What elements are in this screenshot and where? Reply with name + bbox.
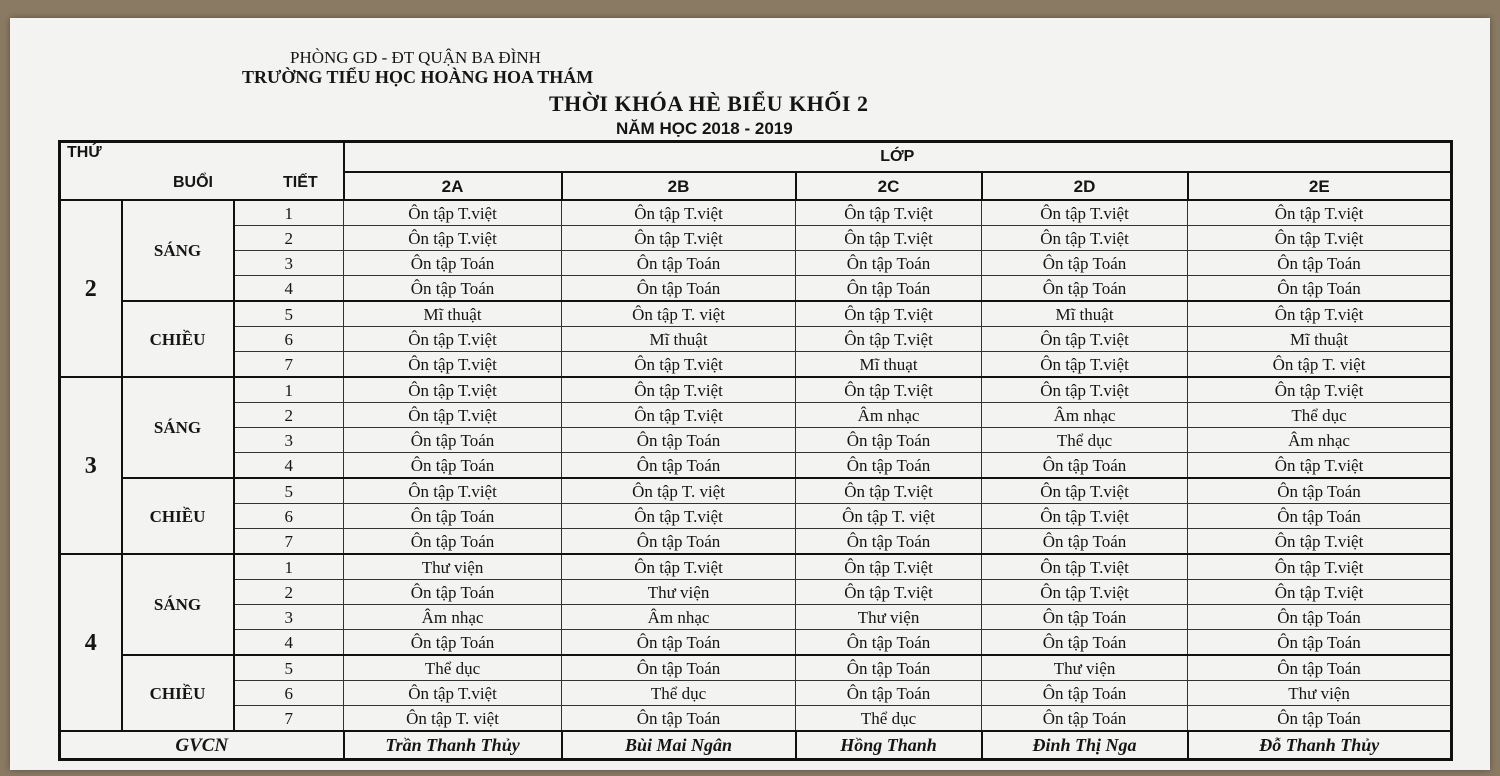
subject-cell: Thể dục [562,681,796,706]
subject-cell: Ôn tập T.việt [796,327,982,352]
subject-cell: Ôn tập T.việt [982,554,1188,580]
period-cell: 1 [234,554,344,580]
subject-cell: Mĩ thuật [562,327,796,352]
school-year: NĂM HỌC 2018 - 2019 [616,119,793,138]
class-header: 2C [796,172,982,200]
subject-cell: Ôn tập Toán [982,276,1188,302]
department-name: PHÒNG GD - ĐT QUẬN BA ĐÌNH [290,48,541,67]
subject-cell: Ôn tập T.việt [796,200,982,226]
subject-cell: Thể dục [796,706,982,732]
subject-cell: Ôn tập Toán [982,529,1188,555]
subject-cell: Ôn tập Toán [1188,251,1452,276]
subject-cell: Ôn tập T.việt [796,554,982,580]
subject-cell: Ôn tập T. việt [1188,352,1452,378]
subject-cell: Ôn tập Toán [344,529,562,555]
subject-cell: Ôn tập Toán [344,453,562,479]
subject-cell: Ôn tập Toán [562,630,796,656]
session-cell: SÁNG [122,200,234,301]
table-row [60,605,1452,630]
subject-cell: Ôn tập Toán [982,681,1188,706]
subject-cell: Ôn tập Toán [344,630,562,656]
subject-cell: Ôn tập Toán [1188,655,1452,681]
table-row [60,428,1452,453]
subject-cell: Ôn tập T.việt [1188,301,1452,327]
subject-cell: Ôn tập Toán [344,276,562,302]
homeroom-teacher-name: Đinh Thị Nga [982,731,1188,760]
subject-cell: Ôn tập Toán [344,428,562,453]
subject-cell: Ôn tập T.việt [562,200,796,226]
subject-cell: Ôn tập T.việt [344,377,562,403]
subject-cell: Ôn tập T.việt [562,226,796,251]
subject-cell: Thư viện [562,580,796,605]
table-row [60,554,1452,580]
table-row [60,453,1452,479]
table-row [60,251,1452,276]
period-cell: 3 [234,428,344,453]
session-cell: CHIỀU [122,478,234,554]
subject-cell: Âm nhạc [344,605,562,630]
homeroom-teacher-name: Hồng Thanh [796,731,982,760]
subject-cell: Ôn tập Toán [1188,276,1452,302]
session-cell: SÁNG [122,554,234,655]
subject-cell: Ôn tập Toán [1188,630,1452,656]
table-row [60,377,1452,403]
period-cell: 6 [234,327,344,352]
period-cell: 6 [234,504,344,529]
period-cell: 5 [234,655,344,681]
subject-cell: Thể dục [344,655,562,681]
subject-cell: Ôn tập Toán [1188,478,1452,504]
class-header: 2D [982,172,1188,200]
subject-cell: Âm nhạc [982,403,1188,428]
period-cell: 1 [234,200,344,226]
table-row [60,630,1452,656]
subject-cell: Ôn tập T.việt [562,504,796,529]
subject-cell: Ôn tập T.việt [562,403,796,428]
subject-cell: Ôn tập Toán [982,706,1188,732]
subject-cell: Âm nhạc [1188,428,1452,453]
corner-cell [60,142,344,201]
table-row [60,681,1452,706]
period-cell: 4 [234,453,344,479]
subject-cell: Thư viện [982,655,1188,681]
subject-cell: Ôn tập Toán [344,504,562,529]
period-cell: 2 [234,580,344,605]
day-cell: 3 [60,377,122,554]
table-row [60,352,1452,378]
table-row [60,226,1452,251]
subject-cell: Ôn tập T.việt [982,377,1188,403]
subject-cell: Ôn tập Toán [982,453,1188,479]
subject-cell: Thư viện [1188,681,1452,706]
homeroom-teacher-row [60,731,1452,760]
printed-sheet [10,18,1490,770]
subject-cell: Ôn tập T. việt [796,504,982,529]
subject-cell: Mĩ thuật [1188,327,1452,352]
subject-cell: Ôn tập T.việt [344,352,562,378]
homeroom-teacher-name: Trần Thanh Thủy [344,731,562,760]
homeroom-teacher-name: Bùi Mai Ngân [562,731,796,760]
table-row [60,655,1452,681]
period-column-label: TIẾT [283,174,318,191]
subject-cell: Ôn tập T.việt [344,327,562,352]
subject-cell: Thư viện [796,605,982,630]
subject-cell: Ôn tập Toán [344,580,562,605]
subject-cell: Ôn tập T.việt [982,504,1188,529]
subject-cell: Ôn tập T.việt [982,580,1188,605]
day-cell: 4 [60,554,122,731]
class-header: 2E [1188,172,1452,200]
timetable [58,140,1453,761]
subject-cell: Ôn tập Toán [562,428,796,453]
period-cell: 7 [234,352,344,378]
subject-cell: Ôn tập T.việt [796,377,982,403]
subject-cell: Ôn tập Toán [562,529,796,555]
period-cell: 3 [234,251,344,276]
subject-cell: Ôn tập T. việt [344,706,562,732]
subject-cell: Ôn tập T. việt [562,301,796,327]
subject-cell: Ôn tập Toán [796,453,982,479]
subject-cell: Ôn tập Toán [1188,605,1452,630]
subject-cell: Ôn tập Toán [796,251,982,276]
period-cell: 4 [234,630,344,656]
period-cell: 4 [234,276,344,302]
table-row [60,580,1452,605]
subject-cell: Ôn tập Toán [796,681,982,706]
page-title: THỜI KHÓA HÈ BIỂU KHỐI 2 [549,91,869,116]
subject-cell: Ôn tập T.việt [1188,580,1452,605]
table-row [60,706,1452,732]
subject-cell: Ôn tập T.việt [1188,453,1452,479]
subject-cell: Ôn tập Toán [796,655,982,681]
subject-cell: Ôn tập T.việt [1188,377,1452,403]
table-row [60,327,1452,352]
subject-cell: Mĩ thuật [982,301,1188,327]
period-cell: 2 [234,403,344,428]
subject-cell: Ôn tập T.việt [1188,554,1452,580]
subject-cell: Mĩ thuật [344,301,562,327]
subject-cell: Ôn tập T.việt [982,200,1188,226]
subject-cell: Ôn tập T.việt [982,327,1188,352]
subject-cell: Ôn tập T.việt [344,478,562,504]
session-cell: SÁNG [122,377,234,478]
period-cell: 3 [234,605,344,630]
subject-cell: Mĩ thuạt [796,352,982,378]
subject-cell: Ôn tập T.việt [1188,226,1452,251]
period-cell: 7 [234,706,344,732]
subject-cell: Ôn tập Toán [1188,706,1452,732]
day-cell: 2 [60,200,122,377]
subject-cell: Thể dục [1188,403,1452,428]
subject-cell: Ôn tập T.việt [562,352,796,378]
subject-cell: Ôn tập T.việt [1188,529,1452,555]
period-cell: 5 [234,478,344,504]
subject-cell: Âm nhạc [562,605,796,630]
subject-cell: Ôn tập T.việt [796,226,982,251]
table-row [60,276,1452,302]
period-cell: 6 [234,681,344,706]
subject-cell: Ôn tập T.việt [562,554,796,580]
subject-cell: Ôn tập T.việt [344,226,562,251]
subject-cell: Ôn tập Toán [562,655,796,681]
school-name: TRƯỜNG TIỂU HỌC HOÀNG HOA THÁM [242,67,594,87]
subject-cell: Ôn tập Toán [344,251,562,276]
session-cell: CHIỀU [122,301,234,377]
homeroom-teacher-label: GVCN [60,731,344,760]
subject-cell: Ôn tập Toán [982,251,1188,276]
subject-cell: Ôn tập T.việt [344,403,562,428]
subject-cell: Ôn tập T.việt [1188,200,1452,226]
table-row [60,478,1452,504]
subject-cell: Ôn tập Toán [1188,504,1452,529]
subject-cell: Ôn tập T.việt [796,580,982,605]
subject-cell: Ôn tập T.việt [982,478,1188,504]
subject-cell: Thư viện [344,554,562,580]
subject-cell: Ôn tập T.việt [982,226,1188,251]
table-row [60,301,1452,327]
day-column-label: THỨ [67,144,102,161]
subject-cell: Ôn tập Toán [562,706,796,732]
subject-cell: Ôn tập Toán [982,605,1188,630]
subject-cell: Thể dục [982,428,1188,453]
subject-cell: Ôn tập T.việt [796,301,982,327]
subject-cell: Ôn tập Toán [796,428,982,453]
header-row-1 [60,142,1452,173]
table-row [60,504,1452,529]
subject-cell: Ôn tập T.việt [796,478,982,504]
subject-cell: Ôn tập Toán [982,630,1188,656]
table-row [60,529,1452,555]
subject-cell: Ôn tập T.việt [562,377,796,403]
class-header: 2B [562,172,796,200]
subject-cell: Ôn tập T.việt [344,200,562,226]
period-cell: 5 [234,301,344,327]
table-row [60,403,1452,428]
subject-cell: Ôn tập Toán [796,529,982,555]
subject-cell: Ôn tập Toán [562,276,796,302]
period-cell: 1 [234,377,344,403]
period-cell: 7 [234,529,344,555]
class-header: 2A [344,172,562,200]
subject-cell: Ôn tập Toán [562,251,796,276]
subject-cell: Âm nhạc [796,403,982,428]
subject-cell: Ôn tập T.việt [344,681,562,706]
subject-cell: Ôn tập Toán [796,630,982,656]
period-cell: 2 [234,226,344,251]
table-row [60,200,1452,226]
subject-cell: Ôn tập Toán [796,276,982,302]
homeroom-teacher-name: Đỗ Thanh Thủy [1188,731,1452,760]
subject-cell: Ôn tập Toán [562,453,796,479]
session-cell: CHIỀU [122,655,234,731]
class-group-header: LỚP [344,142,1452,173]
subject-cell: Ôn tập T.việt [982,352,1188,378]
subject-cell: Ôn tập T. việt [562,478,796,504]
session-column-label: BUỔI [173,174,213,191]
